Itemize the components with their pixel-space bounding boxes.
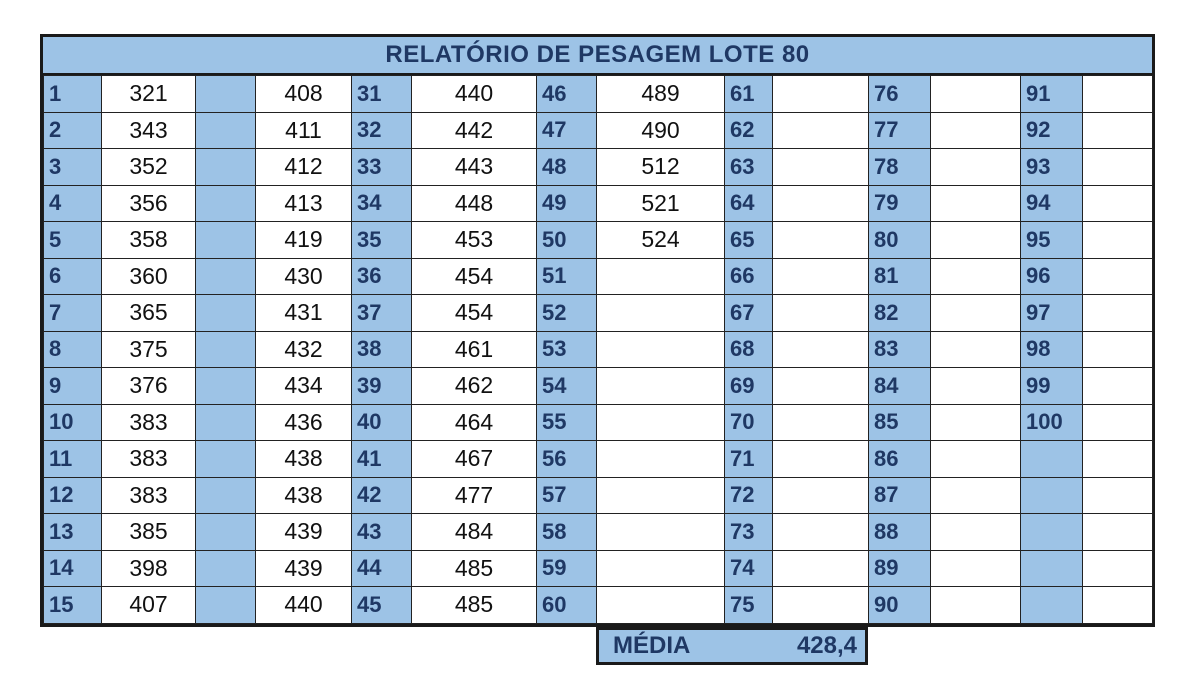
weight-value-cell bbox=[931, 441, 1021, 478]
row-index-cell: 99 bbox=[1021, 368, 1083, 405]
row-index-cell bbox=[196, 185, 256, 222]
weight-value-cell bbox=[931, 587, 1021, 624]
row-index-cell: 74 bbox=[725, 550, 773, 587]
weight-value-cell: 436 bbox=[256, 404, 352, 441]
weight-value-cell: 407 bbox=[102, 587, 196, 624]
table-row bbox=[44, 331, 1153, 368]
weight-value-cell: 430 bbox=[256, 258, 352, 295]
weight-value-cell bbox=[773, 295, 869, 332]
row-index-cell: 71 bbox=[725, 441, 773, 478]
weight-value-cell: 448 bbox=[412, 185, 537, 222]
weighing-report-sheet bbox=[40, 34, 1155, 627]
row-index-cell: 46 bbox=[537, 76, 597, 113]
row-index-cell bbox=[1021, 477, 1083, 514]
row-index-cell: 9 bbox=[44, 368, 102, 405]
row-index-cell: 83 bbox=[869, 331, 931, 368]
weight-value-cell bbox=[931, 258, 1021, 295]
weight-value-cell bbox=[597, 331, 725, 368]
table-row bbox=[44, 76, 1153, 113]
weight-value-cell: 464 bbox=[412, 404, 537, 441]
weight-value-cell bbox=[597, 441, 725, 478]
row-index-cell: 81 bbox=[869, 258, 931, 295]
weight-value-cell: 383 bbox=[102, 441, 196, 478]
table-row bbox=[44, 514, 1153, 551]
weight-value-cell bbox=[597, 404, 725, 441]
weight-value-cell: 438 bbox=[256, 477, 352, 514]
row-index-cell: 60 bbox=[537, 587, 597, 624]
row-index-cell: 80 bbox=[869, 222, 931, 259]
weight-value-cell bbox=[1083, 258, 1153, 295]
weight-value-cell bbox=[773, 112, 869, 149]
row-index-cell: 85 bbox=[869, 404, 931, 441]
weight-value-cell bbox=[597, 295, 725, 332]
row-index-cell: 48 bbox=[537, 149, 597, 186]
row-index-cell: 53 bbox=[537, 331, 597, 368]
row-index-cell: 50 bbox=[537, 222, 597, 259]
row-index-cell bbox=[1021, 514, 1083, 551]
row-index-cell: 82 bbox=[869, 295, 931, 332]
row-index-cell: 31 bbox=[352, 76, 412, 113]
row-index-cell: 61 bbox=[725, 76, 773, 113]
weight-value-cell: 383 bbox=[102, 404, 196, 441]
row-index-cell: 37 bbox=[352, 295, 412, 332]
row-index-cell: 64 bbox=[725, 185, 773, 222]
table-row bbox=[44, 258, 1153, 295]
row-index-cell: 87 bbox=[869, 477, 931, 514]
row-index-cell: 86 bbox=[869, 441, 931, 478]
weight-value-cell: 365 bbox=[102, 295, 196, 332]
weight-value-cell: 408 bbox=[256, 76, 352, 113]
row-index-cell: 97 bbox=[1021, 295, 1083, 332]
row-index-cell: 44 bbox=[352, 550, 412, 587]
weight-value-cell bbox=[773, 587, 869, 624]
row-index-cell: 75 bbox=[725, 587, 773, 624]
weight-value-cell bbox=[931, 295, 1021, 332]
row-index-cell: 33 bbox=[352, 149, 412, 186]
row-index-cell bbox=[196, 331, 256, 368]
weight-value-cell bbox=[773, 258, 869, 295]
weight-value-cell: 352 bbox=[102, 149, 196, 186]
weight-value-cell: 412 bbox=[256, 149, 352, 186]
weight-value-cell bbox=[597, 550, 725, 587]
row-index-cell bbox=[1021, 441, 1083, 478]
row-index-cell bbox=[196, 112, 256, 149]
row-index-cell: 89 bbox=[869, 550, 931, 587]
table-row bbox=[44, 295, 1153, 332]
row-index-cell: 40 bbox=[352, 404, 412, 441]
row-index-cell: 12 bbox=[44, 477, 102, 514]
weight-value-cell bbox=[1083, 222, 1153, 259]
table-row bbox=[44, 368, 1153, 405]
row-index-cell: 69 bbox=[725, 368, 773, 405]
weight-value-cell: 521 bbox=[597, 185, 725, 222]
row-index-cell: 45 bbox=[352, 587, 412, 624]
row-index-cell: 93 bbox=[1021, 149, 1083, 186]
weight-value-cell: 375 bbox=[102, 331, 196, 368]
weight-value-cell bbox=[1083, 185, 1153, 222]
weight-value-cell: 454 bbox=[412, 258, 537, 295]
weight-value-cell: 439 bbox=[256, 550, 352, 587]
average-value: 428,4 bbox=[796, 632, 857, 659]
weight-value-cell bbox=[773, 149, 869, 186]
row-index-cell: 92 bbox=[1021, 112, 1083, 149]
table-row bbox=[44, 477, 1153, 514]
weight-value-cell: 383 bbox=[102, 477, 196, 514]
row-index-cell: 78 bbox=[869, 149, 931, 186]
weight-value-cell: 461 bbox=[412, 331, 537, 368]
row-index-cell: 54 bbox=[537, 368, 597, 405]
weight-value-cell: 385 bbox=[102, 514, 196, 551]
weight-value-cell: 411 bbox=[256, 112, 352, 149]
average-box bbox=[596, 627, 868, 665]
weight-value-cell bbox=[1083, 441, 1153, 478]
row-index-cell: 8 bbox=[44, 331, 102, 368]
row-index-cell: 66 bbox=[725, 258, 773, 295]
row-index-cell: 1 bbox=[44, 76, 102, 113]
weight-value-cell: 356 bbox=[102, 185, 196, 222]
row-index-cell: 91 bbox=[1021, 76, 1083, 113]
weight-value-cell bbox=[1083, 550, 1153, 587]
weight-value-cell bbox=[773, 441, 869, 478]
weight-value-cell: 477 bbox=[412, 477, 537, 514]
weight-value-cell: 467 bbox=[412, 441, 537, 478]
weight-value-cell bbox=[597, 477, 725, 514]
table-row bbox=[44, 185, 1153, 222]
report-title: RELATÓRIO DE PESAGEM LOTE 80 bbox=[43, 37, 1152, 75]
row-index-cell: 14 bbox=[44, 550, 102, 587]
weight-value-cell bbox=[1083, 112, 1153, 149]
row-index-cell: 49 bbox=[537, 185, 597, 222]
row-index-cell: 98 bbox=[1021, 331, 1083, 368]
row-index-cell: 79 bbox=[869, 185, 931, 222]
row-index-cell: 55 bbox=[537, 404, 597, 441]
weight-value-cell bbox=[931, 514, 1021, 551]
row-index-cell bbox=[196, 222, 256, 259]
weight-value-cell: 431 bbox=[256, 295, 352, 332]
row-index-cell: 2 bbox=[44, 112, 102, 149]
weight-value-cell bbox=[1083, 477, 1153, 514]
weight-value-cell bbox=[931, 76, 1021, 113]
row-index-cell: 13 bbox=[44, 514, 102, 551]
row-index-cell: 42 bbox=[352, 477, 412, 514]
row-index-cell: 100 bbox=[1021, 404, 1083, 441]
row-index-cell: 10 bbox=[44, 404, 102, 441]
row-index-cell: 73 bbox=[725, 514, 773, 551]
row-index-cell bbox=[196, 404, 256, 441]
weight-value-cell bbox=[1083, 404, 1153, 441]
row-index-cell bbox=[196, 441, 256, 478]
row-index-cell: 95 bbox=[1021, 222, 1083, 259]
weight-value-cell: 524 bbox=[597, 222, 725, 259]
row-index-cell: 63 bbox=[725, 149, 773, 186]
row-index-cell bbox=[196, 76, 256, 113]
weight-value-cell bbox=[1083, 331, 1153, 368]
weight-value-cell bbox=[1083, 295, 1153, 332]
table-row bbox=[44, 587, 1153, 624]
weight-value-cell: 485 bbox=[412, 587, 537, 624]
average-label: MÉDIA bbox=[613, 632, 691, 659]
weight-value-cell bbox=[931, 222, 1021, 259]
weight-value-cell bbox=[773, 368, 869, 405]
row-index-cell: 68 bbox=[725, 331, 773, 368]
weight-value-cell bbox=[1083, 368, 1153, 405]
weight-value-cell: 419 bbox=[256, 222, 352, 259]
row-index-cell: 84 bbox=[869, 368, 931, 405]
row-index-cell: 59 bbox=[537, 550, 597, 587]
row-index-cell bbox=[196, 295, 256, 332]
table-row bbox=[44, 550, 1153, 587]
row-index-cell: 6 bbox=[44, 258, 102, 295]
row-index-cell bbox=[196, 587, 256, 624]
row-index-cell bbox=[196, 258, 256, 295]
weight-value-cell bbox=[931, 185, 1021, 222]
weight-value-cell: 321 bbox=[102, 76, 196, 113]
table-row bbox=[44, 112, 1153, 149]
row-index-cell: 11 bbox=[44, 441, 102, 478]
weight-value-cell bbox=[773, 222, 869, 259]
table-row bbox=[44, 149, 1153, 186]
row-index-cell: 4 bbox=[44, 185, 102, 222]
row-index-cell: 38 bbox=[352, 331, 412, 368]
weight-value-cell bbox=[1083, 149, 1153, 186]
weight-value-cell: 438 bbox=[256, 441, 352, 478]
row-index-cell: 51 bbox=[537, 258, 597, 295]
row-index-cell: 57 bbox=[537, 477, 597, 514]
weight-value-cell: 485 bbox=[412, 550, 537, 587]
weight-value-cell: 442 bbox=[412, 112, 537, 149]
weight-value-cell bbox=[931, 331, 1021, 368]
weight-value-cell: 434 bbox=[256, 368, 352, 405]
row-index-cell: 5 bbox=[44, 222, 102, 259]
row-index-cell bbox=[196, 368, 256, 405]
row-index-cell: 58 bbox=[537, 514, 597, 551]
weight-value-cell: 453 bbox=[412, 222, 537, 259]
weight-value-cell bbox=[1083, 514, 1153, 551]
row-index-cell: 67 bbox=[725, 295, 773, 332]
weight-value-cell bbox=[773, 76, 869, 113]
weight-value-cell bbox=[597, 258, 725, 295]
weight-value-cell bbox=[931, 368, 1021, 405]
row-index-cell: 90 bbox=[869, 587, 931, 624]
row-index-cell: 7 bbox=[44, 295, 102, 332]
row-index-cell: 43 bbox=[352, 514, 412, 551]
row-index-cell: 76 bbox=[869, 76, 931, 113]
weight-value-cell bbox=[773, 514, 869, 551]
row-index-cell: 35 bbox=[352, 222, 412, 259]
weight-value-cell bbox=[597, 587, 725, 624]
weight-value-cell: 376 bbox=[102, 368, 196, 405]
row-index-cell: 34 bbox=[352, 185, 412, 222]
weight-value-cell bbox=[773, 550, 869, 587]
row-index-cell: 39 bbox=[352, 368, 412, 405]
weight-value-cell: 489 bbox=[597, 76, 725, 113]
row-index-cell: 32 bbox=[352, 112, 412, 149]
row-index-cell: 77 bbox=[869, 112, 931, 149]
weight-value-cell bbox=[773, 331, 869, 368]
weight-value-cell bbox=[931, 112, 1021, 149]
table-row bbox=[44, 222, 1153, 259]
row-index-cell bbox=[196, 477, 256, 514]
weight-value-cell bbox=[931, 404, 1021, 441]
weight-value-cell: 443 bbox=[412, 149, 537, 186]
row-index-cell: 94 bbox=[1021, 185, 1083, 222]
table-row bbox=[44, 404, 1153, 441]
weight-value-cell: 490 bbox=[597, 112, 725, 149]
weight-value-cell bbox=[773, 477, 869, 514]
row-index-cell bbox=[1021, 587, 1083, 624]
row-index-cell: 56 bbox=[537, 441, 597, 478]
row-index-cell: 36 bbox=[352, 258, 412, 295]
weight-value-cell: 439 bbox=[256, 514, 352, 551]
weight-value-cell bbox=[597, 368, 725, 405]
table-row bbox=[44, 441, 1153, 478]
weight-value-cell bbox=[773, 404, 869, 441]
weight-value-cell: 432 bbox=[256, 331, 352, 368]
weight-value-cell: 484 bbox=[412, 514, 537, 551]
weight-value-cell: 413 bbox=[256, 185, 352, 222]
row-index-cell bbox=[196, 550, 256, 587]
row-index-cell: 65 bbox=[725, 222, 773, 259]
row-index-cell: 88 bbox=[869, 514, 931, 551]
weight-value-cell bbox=[931, 477, 1021, 514]
weight-value-cell: 360 bbox=[102, 258, 196, 295]
weight-value-cell bbox=[773, 185, 869, 222]
weight-value-cell: 440 bbox=[412, 76, 537, 113]
weight-value-cell: 343 bbox=[102, 112, 196, 149]
row-index-cell bbox=[1021, 550, 1083, 587]
weight-value-cell: 440 bbox=[256, 587, 352, 624]
weight-value-cell bbox=[1083, 76, 1153, 113]
weight-value-cell bbox=[931, 550, 1021, 587]
row-index-cell: 52 bbox=[537, 295, 597, 332]
weight-value-cell: 398 bbox=[102, 550, 196, 587]
weight-value-cell bbox=[597, 514, 725, 551]
weight-value-cell: 358 bbox=[102, 222, 196, 259]
row-index-cell: 96 bbox=[1021, 258, 1083, 295]
row-index-cell: 72 bbox=[725, 477, 773, 514]
row-index-cell: 47 bbox=[537, 112, 597, 149]
row-index-cell: 3 bbox=[44, 149, 102, 186]
row-index-cell: 70 bbox=[725, 404, 773, 441]
weight-value-cell: 512 bbox=[597, 149, 725, 186]
weight-value-cell: 454 bbox=[412, 295, 537, 332]
row-index-cell bbox=[196, 514, 256, 551]
weight-value-cell bbox=[931, 149, 1021, 186]
weights-grid bbox=[43, 75, 1153, 624]
weight-value-cell: 462 bbox=[412, 368, 537, 405]
row-index-cell: 15 bbox=[44, 587, 102, 624]
row-index-cell: 62 bbox=[725, 112, 773, 149]
row-index-cell bbox=[196, 149, 256, 186]
row-index-cell: 41 bbox=[352, 441, 412, 478]
weight-value-cell bbox=[1083, 587, 1153, 624]
